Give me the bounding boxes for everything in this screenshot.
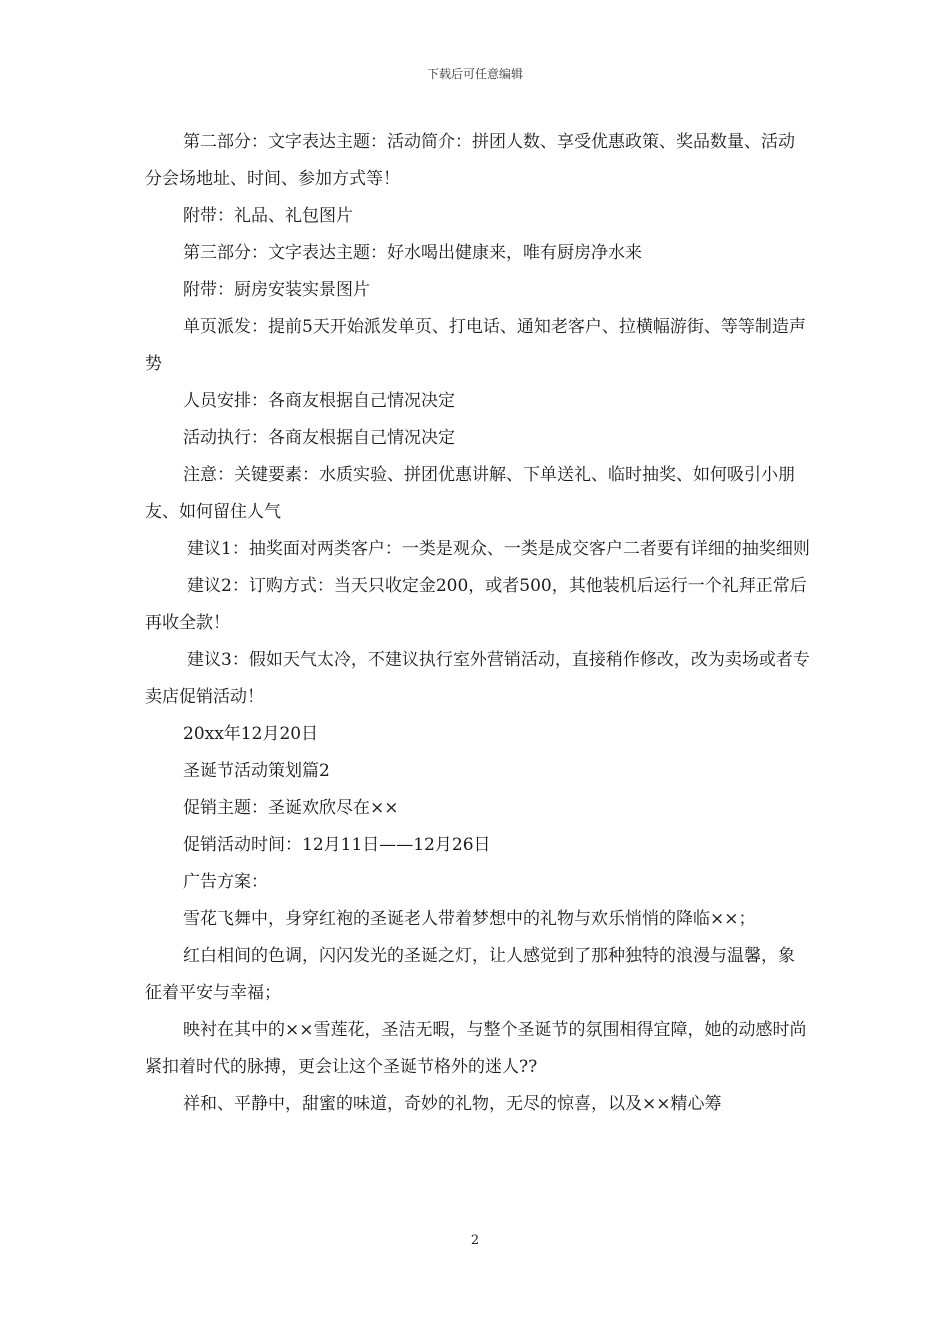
paragraph-execution: 活动执行：各商友根据自己情况决定 (183, 428, 455, 448)
paragraph-section-title: 圣诞节活动策划篇2 (183, 761, 330, 781)
paragraph-snow-lotus: 映衬在其中的××雪莲花，圣洁无暇，与整个圣诞节的氛围相得宜障，她的动感时尚紧扣着时代的脉搏，更会让这个圣诞节格外的迷人?? (145, 1020, 807, 1077)
paragraph-ad-plan: 广告方案： (183, 872, 268, 892)
document-body (145, 124, 810, 1123)
paragraph-peaceful: 祥和、平静中，甜蜜的味道，奇妙的礼物，无尽的惊喜，以及××精心筹 (183, 1094, 722, 1114)
paragraph-staffing: 人员安排：各商友根据自己情况决定 (183, 391, 455, 411)
page-header: 下载后可任意编辑 (426, 67, 523, 81)
page-number: 2 (470, 1233, 480, 1248)
paragraph-snow: 雪花飞舞中，身穿红袍的圣诞老人带着梦想中的礼物与欢乐悄悄的降临××； (183, 909, 756, 929)
paragraph-flyer-distribution: 单页派发：提前5天开始派发单页、打电话、通知老客户、拉横幅游街、等等制造声势 (145, 317, 806, 374)
paragraph-part-three: 第三部分：文字表达主题：好水喝出健康来，唯有厨房净水来 (183, 243, 642, 263)
paragraph-promo-time: 促销活动时间：12月11日——12月26日 (183, 835, 491, 855)
paragraph-attachment-kitchen: 附带：厨房安装实景图片 (183, 280, 370, 300)
paragraph-date: 20xx年12月20日 (183, 724, 319, 744)
paragraph-part-two: 第二部分：文字表达主题：活动简介：拼团人数、享受优惠政策、奖品数量、活动分会场地址、时间、参加方式等！ (145, 132, 795, 189)
paragraph-promo-theme: 促销主题：圣诞欢欣尽在×× (183, 798, 399, 818)
paragraph-key-notes: 注意：关键要素：水质实验、拼团优惠讲解、下单送礼、临时抽奖、如何吸引小朋友、如何留住人气 (145, 465, 795, 522)
paragraph-attachment-gifts: 附带：礼品、礼包图片 (183, 206, 353, 226)
paragraph-suggestion-3: 建议3：假如天气太冷，不建议执行室外营销活动，直接稍作修改，改为卖场或者专卖店促销活动！ (145, 650, 810, 707)
paragraph-red-white: 红白相间的色调，闪闪发光的圣诞之灯，让人感觉到了那种独特的浪漫与温馨，象征着平安与幸福； (145, 946, 795, 1003)
paragraph-suggestion-1: 建议1：抽奖面对两类客户：一类是观众、一类是成交客户二者要有详细的抽奖细则 (187, 539, 810, 559)
paragraph-suggestion-2: 建议2：订购方式：当天只收定金200，或者500，其他装机后运行一个礼拜正常后再收全款！ (145, 576, 807, 633)
